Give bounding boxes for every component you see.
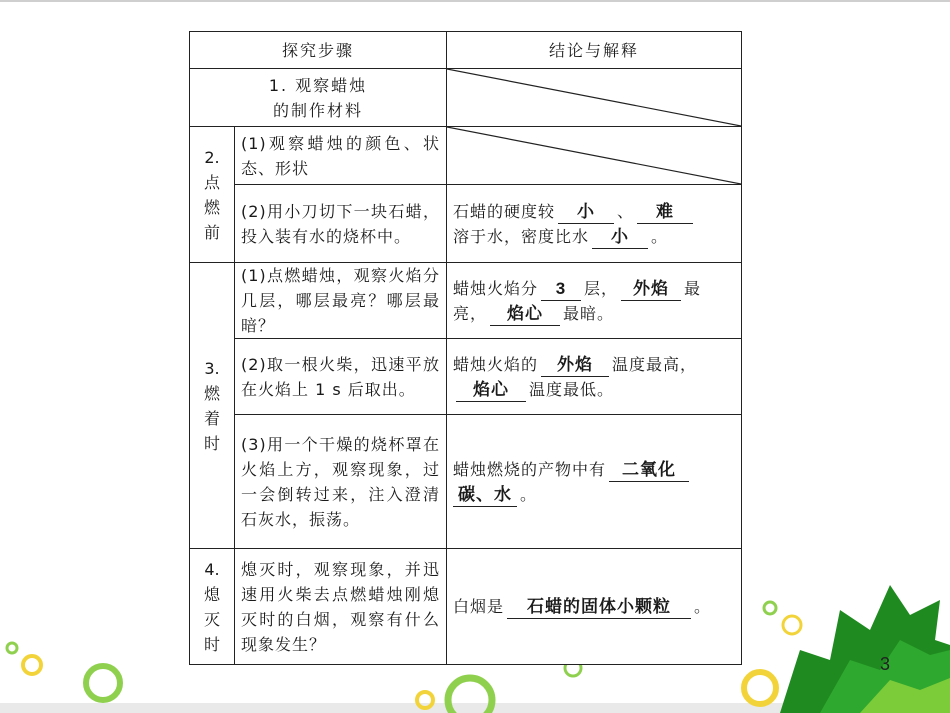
step-flame-layers: (1)点燃蜡烛，观察火焰分几层，哪层最亮？哪层最暗？ xyxy=(235,263,447,339)
answer-blank: 小 xyxy=(558,201,614,224)
conclusion-flame-temperature xyxy=(447,339,742,415)
stage-char: 点 xyxy=(203,172,220,192)
text: 温度最高， xyxy=(612,354,698,374)
empty-diagonal-cell xyxy=(447,127,742,185)
header-conclusion: 结论与解释 xyxy=(447,32,742,69)
answer-blank: 外焰 xyxy=(621,278,681,301)
page-number: 3 xyxy=(880,654,891,674)
stage-char: 时 xyxy=(203,433,220,453)
answer-blank: 二氧化 xyxy=(609,459,689,482)
text: 溶于水，密度比水 xyxy=(453,226,590,246)
table-row xyxy=(190,69,742,127)
step-match-test: (2)取一根火柴，迅速平放在火焰上 1 s 后取出。 xyxy=(235,339,447,415)
step-cut-paraffin: (2)用小刀切下一块石蜡，投入装有水的烧杯中。 xyxy=(235,185,447,263)
conclusion-flame-layers xyxy=(447,263,742,339)
yellow-ring-icon xyxy=(23,656,41,674)
stage-before-ignition xyxy=(190,127,235,263)
stage-char: 熄 xyxy=(203,584,220,604)
text: 蜡烛燃烧的产物中有 xyxy=(453,459,607,479)
text: 。 xyxy=(651,226,669,246)
table-row xyxy=(190,415,742,549)
green-ring-icon xyxy=(86,666,120,700)
yellow-ring-icon-3 xyxy=(783,616,801,634)
conclusion-combustion-products xyxy=(447,415,742,549)
answer-blank: 石蜡的固体小颗粒 xyxy=(507,596,691,619)
conclusion-white-smoke xyxy=(447,549,742,665)
text: 最暗。 xyxy=(563,303,615,323)
text: 。 xyxy=(520,484,538,504)
step-beaker-test: (3)用一个干燥的烧杯罩在火焰上方，观察现象，过一会倒转过来，注入澄清石灰水，振荡。 xyxy=(235,415,447,549)
experiment-table xyxy=(189,31,742,665)
table-row xyxy=(190,185,742,263)
header-step: 探究步骤 xyxy=(190,32,447,69)
stage-number: 3. xyxy=(204,358,220,378)
stage-extinguished xyxy=(190,549,235,665)
small-ring-icon-3 xyxy=(764,602,776,614)
conclusion-paraffin xyxy=(447,185,742,263)
stage-char: 前 xyxy=(203,222,220,242)
text: 白烟是 xyxy=(453,597,505,616)
stage-char: 燃 xyxy=(203,383,220,403)
stage-char: 灭 xyxy=(203,609,220,629)
stage-number: 4. xyxy=(204,559,220,579)
table-row xyxy=(190,339,742,415)
text: 层， xyxy=(584,278,619,298)
step-observe-materials xyxy=(190,69,447,127)
header-row xyxy=(190,32,742,69)
stage-char: 燃 xyxy=(203,197,220,217)
text: 蜡烛火焰分 xyxy=(453,278,539,298)
empty-diagonal-cell xyxy=(447,69,742,127)
text: 蜡烛火焰的 xyxy=(453,354,539,374)
text: 、 xyxy=(617,201,635,221)
stage-char: 时 xyxy=(203,634,220,654)
text: 。 xyxy=(694,597,712,616)
answer-blank: 碳、水 xyxy=(453,484,517,507)
green-ring-icon-2 xyxy=(448,678,492,713)
stage-char: 着 xyxy=(203,408,220,428)
answer-blank: 3 xyxy=(541,278,581,301)
text: 最亮， xyxy=(453,278,702,323)
yellow-ring-icon-2 xyxy=(417,692,433,708)
stage-burning xyxy=(190,263,235,549)
step-observe-color: (1)观察蜡烛的颜色、状态、形状 xyxy=(235,127,447,185)
text: 石蜡的硬度较 xyxy=(453,201,556,221)
answer-blank: 外焰 xyxy=(541,354,609,377)
maple-leaf-icon xyxy=(780,585,950,713)
step-line: 的制作材料 xyxy=(273,100,364,120)
answer-blank: 焰心 xyxy=(456,379,526,402)
table-row xyxy=(190,127,742,185)
table-row xyxy=(190,263,742,339)
answer-blank: 难 xyxy=(637,201,693,224)
table-row xyxy=(190,549,742,665)
stage-number: 2. xyxy=(204,147,220,167)
small-ring-icon xyxy=(7,643,17,653)
step-white-smoke: 熄灭时，观察现象，并迅速用火柴去点燃蜡烛刚熄灭时的白烟，观察有什么现象发生？ xyxy=(235,549,447,665)
answer-blank: 焰心 xyxy=(490,303,560,326)
step-line: 1. 观察蜡烛 xyxy=(268,75,368,95)
text: 温度最低。 xyxy=(529,379,615,399)
answer-blank: 小 xyxy=(592,226,648,249)
yellow-ring-icon-4 xyxy=(744,672,776,704)
